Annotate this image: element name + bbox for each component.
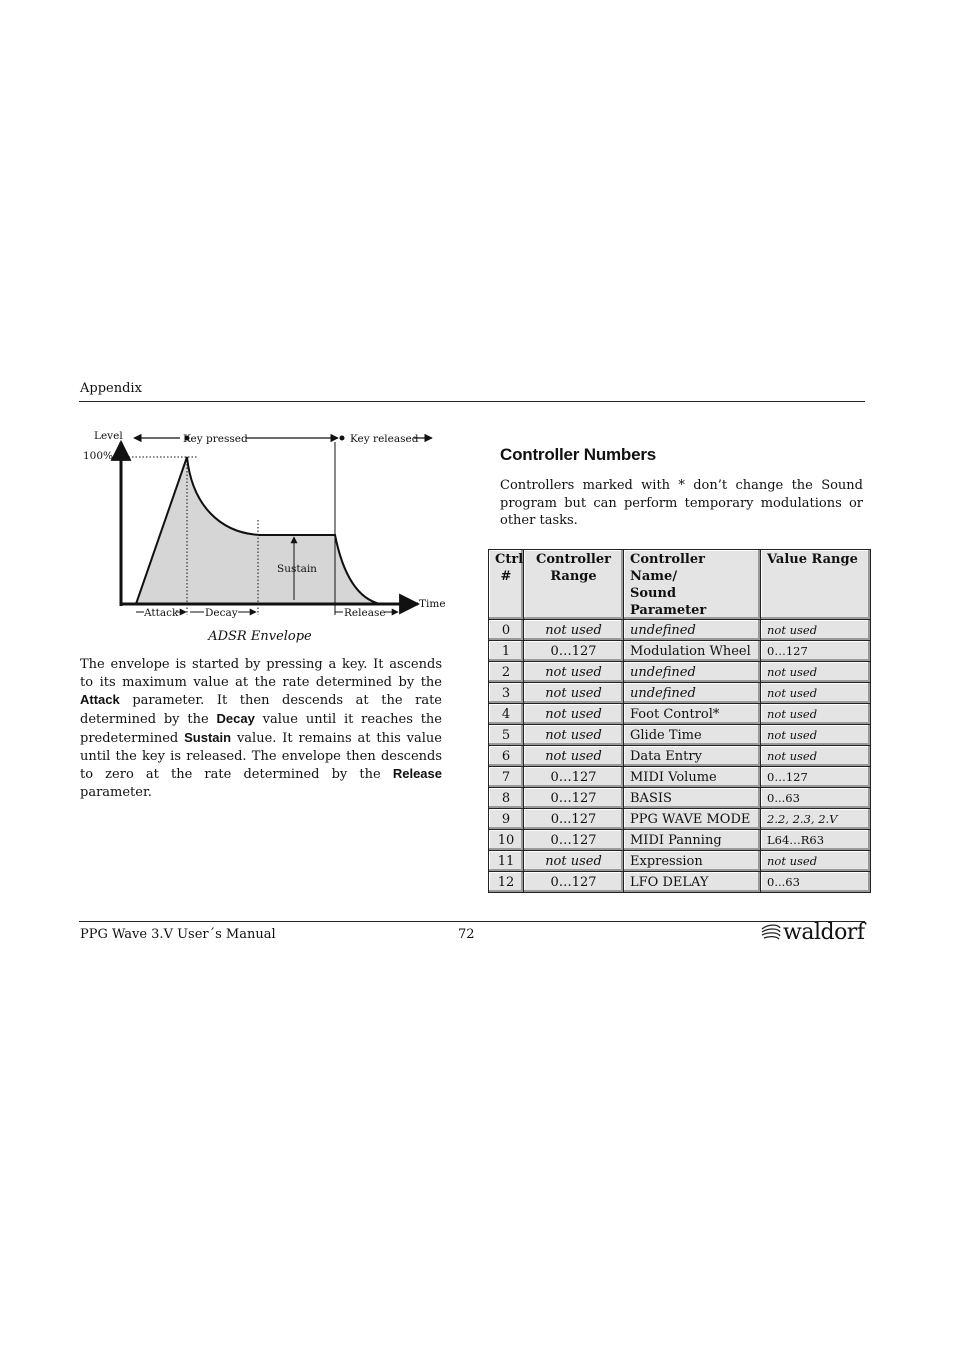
cell-ctrl: 10	[489, 830, 524, 851]
hundred-percent-label: 100%	[83, 450, 114, 462]
table-row	[489, 704, 871, 725]
cell-ctrl: 11	[489, 851, 524, 872]
cell-ctrl: 1	[489, 641, 524, 662]
cell-name: Foot Control*	[624, 704, 761, 725]
cell-range: not used	[524, 683, 624, 704]
cell-value: not used	[761, 662, 871, 683]
section-intro: Controllers marked with * don’t change the Sound program but can perform temporary modulations or other tasks.	[500, 478, 863, 529]
time-label: Time	[419, 598, 446, 610]
table-row	[489, 767, 871, 788]
figure-caption: ADSR Envelope	[208, 629, 312, 644]
cell-name: Modulation Wheel	[624, 641, 761, 662]
table-row	[489, 851, 871, 872]
envelope-description: The envelope is started by pressing a key. It ascends to its maximum value at the rate determined by the Attack parameter. It then descends at the rate determined by the Decay value until it reaches the predetermined Sustain value. It remains at this value until the key is released. The envelope then descends to zero at the rate determined by the Release parameter.	[80, 657, 442, 800]
cell-name: MIDI Panning	[624, 830, 761, 851]
cell-ctrl: 9	[489, 809, 524, 830]
cell-ctrl: 7	[489, 767, 524, 788]
cell-range: not used	[524, 704, 624, 725]
footer-manual-title: PPG Wave 3.V User´s Manual	[80, 927, 276, 942]
cell-value: not used	[761, 746, 871, 767]
cell-value: 0...63	[761, 788, 871, 809]
table-row	[489, 746, 871, 767]
cell-value: not used	[761, 620, 871, 641]
cell-ctrl: 4	[489, 704, 524, 725]
cell-value: 0…127	[761, 767, 871, 788]
cell-value: not used	[761, 851, 871, 872]
cell-name: LFO DELAY	[624, 872, 761, 893]
key-pressed-label: Key pressed	[183, 433, 248, 445]
cell-range: 0…127	[524, 788, 624, 809]
table-row	[489, 641, 871, 662]
cell-range: 0...127	[524, 809, 624, 830]
header-range: Controller Range	[524, 550, 624, 620]
key-released-label: Key released	[350, 433, 419, 445]
cell-range: not used	[524, 746, 624, 767]
cell-range: not used	[524, 620, 624, 641]
table-row	[489, 683, 871, 704]
section-heading: Controller Numbers	[500, 445, 657, 464]
cell-name: undefined	[624, 662, 761, 683]
cell-ctrl: 2	[489, 662, 524, 683]
cell-name: Glide Time	[624, 725, 761, 746]
cell-range: not used	[524, 851, 624, 872]
table-row	[489, 662, 871, 683]
table-header-row	[489, 550, 871, 620]
sustain-label: Sustain	[277, 563, 317, 575]
section-label: Appendix	[80, 381, 142, 396]
cell-value: not used	[761, 725, 871, 746]
adsr-envelope-diagram	[80, 420, 450, 630]
controller-table	[488, 549, 871, 893]
cell-value: 0...63	[761, 872, 871, 893]
waldorf-logo: waldorf	[760, 920, 864, 945]
release-label: Release	[344, 607, 386, 619]
footer-rule	[79, 921, 865, 922]
cell-name: Expression	[624, 851, 761, 872]
table-row	[489, 725, 871, 746]
cell-value: L64…R63	[761, 830, 871, 851]
cell-range: 0…127	[524, 767, 624, 788]
cell-ctrl: 0	[489, 620, 524, 641]
cell-ctrl: 3	[489, 683, 524, 704]
cell-range: 0…127	[524, 641, 624, 662]
cell-value: 2.2, 2.3, 2.V	[761, 809, 871, 830]
waldorf-swirl-icon	[760, 923, 782, 941]
level-label: Level	[94, 430, 123, 442]
page-number: 72	[458, 927, 475, 942]
cell-value: not used	[761, 704, 871, 725]
cell-name: undefined	[624, 620, 761, 641]
cell-name: Data Entry	[624, 746, 761, 767]
table-row	[489, 872, 871, 893]
cell-range: not used	[524, 662, 624, 683]
cell-name: BASIS	[624, 788, 761, 809]
table-row	[489, 788, 871, 809]
table-row	[489, 830, 871, 851]
header-ctrl: Ctrl #	[489, 550, 524, 620]
attack-label: Attack	[144, 607, 179, 619]
header-name: Controller Name/ Sound Parameter	[624, 550, 761, 620]
cell-ctrl: 12	[489, 872, 524, 893]
cell-range: 0…127	[524, 830, 624, 851]
header-value: Value Range	[761, 550, 871, 620]
cell-range: 0…127	[524, 872, 624, 893]
cell-name: MIDI Volume	[624, 767, 761, 788]
cell-name: undefined	[624, 683, 761, 704]
table-row	[489, 620, 871, 641]
cell-name: PPG WAVE MODE	[624, 809, 761, 830]
table-body	[489, 620, 871, 893]
decay-label: Decay	[205, 607, 238, 619]
header-rule	[79, 401, 865, 402]
cell-ctrl: 6	[489, 746, 524, 767]
cell-range: not used	[524, 725, 624, 746]
cell-value: not used	[761, 683, 871, 704]
cell-value: 0…127	[761, 641, 871, 662]
cell-ctrl: 5	[489, 725, 524, 746]
table-row	[489, 809, 871, 830]
cell-ctrl: 8	[489, 788, 524, 809]
